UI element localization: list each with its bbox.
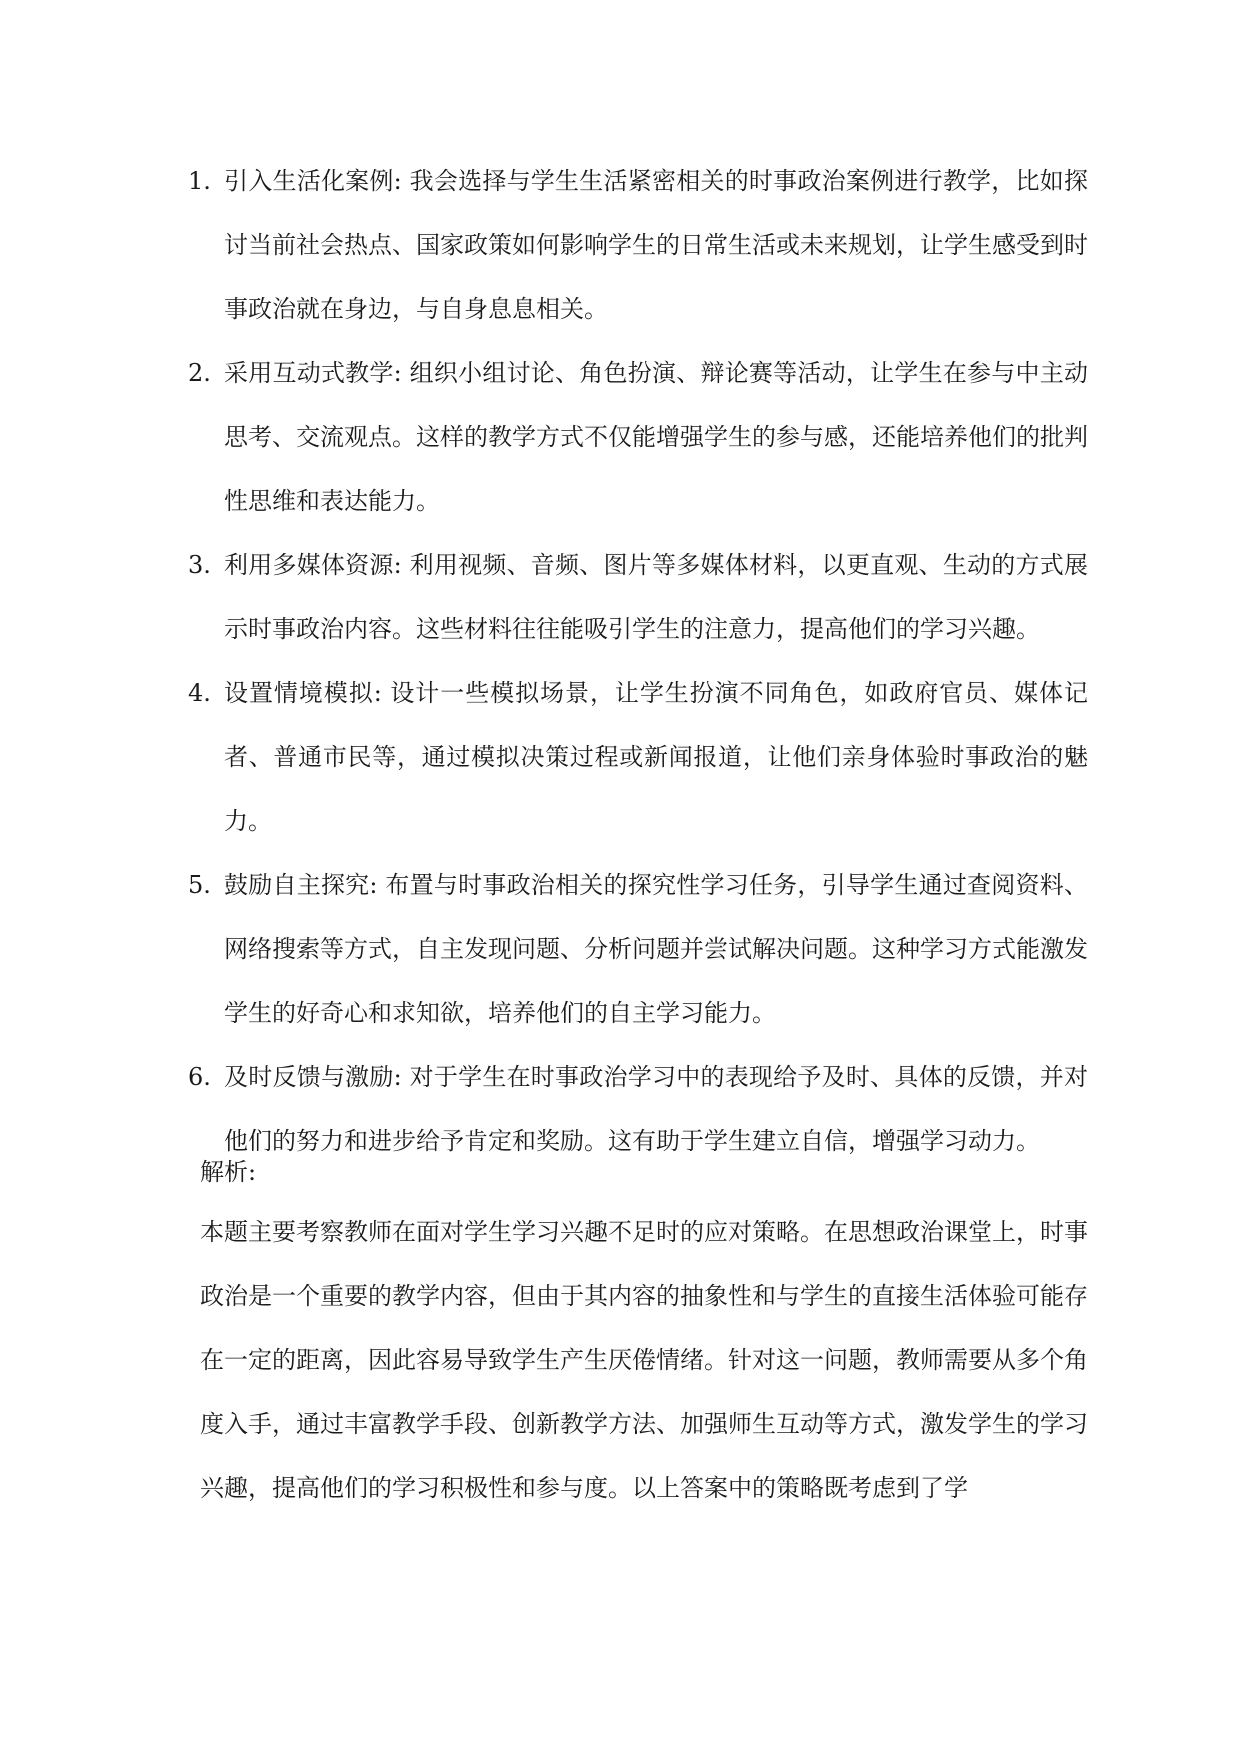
- list-item: [188, 853, 1088, 1045]
- item-number: 6.: [188, 1063, 211, 1091]
- item-title: 鼓励自主探究:: [224, 871, 378, 899]
- analysis-label: 解析:: [200, 1158, 257, 1186]
- item-body: 设计一些模拟场景，让学生扮演不同角色，如政府官员、媒体记者、普通市民等，通过模拟决策过程或新闻报道，让他们亲身体验时事政治的魅力。: [224, 679, 1088, 835]
- list-item: [188, 149, 1088, 341]
- item-title: 及时反馈与激励:: [224, 1063, 402, 1091]
- item-title: 设置情境模拟:: [224, 679, 382, 707]
- item-title: 采用互动式教学:: [224, 359, 402, 387]
- item-title: 引入生活化案例:: [224, 167, 402, 195]
- item-body: 利用视频、音频、图片等多媒体材料，以更直观、生动的方式展示时事政治内容。这些材料往往能吸引学生的注意力，提高他们的学习兴趣。: [224, 551, 1088, 643]
- list-item: [188, 533, 1088, 661]
- strategy-list: [188, 149, 1088, 1173]
- item-number: 3.: [188, 551, 211, 579]
- analysis-section: [200, 1148, 1088, 1520]
- list-item: [188, 341, 1088, 533]
- analysis-text: 本题主要考察教师在面对学生学习兴趣不足时的应对策略。在思想政治课堂上，时事政治是一个重要的教学内容，但由于其内容的抽象性和与学生的直接生活体验可能存在一定的距离，因此容易导致学生产生厌倦情绪。针对这一问题，教师需要从多个角度入手，通过丰富教学手段、创新教学方法、加强师生互动等方式，激发学生的学习兴趣，提高他们的学习积极性和参与度。以上答案中的策略既考虑到了学: [200, 1218, 1088, 1502]
- item-number: 4.: [188, 679, 211, 707]
- item-body: 对于学生在时事政治学习中的表现给予及时、具体的反馈，并对他们的努力和进步给予肯定和奖励。这有助于学生建立自信，增强学习动力。: [224, 1063, 1088, 1155]
- item-title: 利用多媒体资源:: [224, 551, 402, 579]
- item-number: 5.: [188, 871, 211, 899]
- item-number: 1.: [188, 167, 211, 195]
- item-body: 组织小组讨论、角色扮演、辩论赛等活动，让学生在参与中主动思考、交流观点。这样的教学方式不仅能增强学生的参与感，还能培养他们的批判性思维和表达能力。: [224, 359, 1088, 515]
- item-body: 布置与时事政治相关的探究性学习任务，引导学生通过查阅资料、网络搜索等方式，自主发现问题、分析问题并尝试解决问题。这种学习方式能激发学生的好奇心和求知欲，培养他们的自主学习能力。: [224, 871, 1089, 1027]
- item-body: 我会选择与学生生活紧密相关的时事政治案例进行教学，比如探讨当前社会热点、国家政策如何影响学生的日常生活或未来规划，让学生感受到时事政治就在身边，与自身息息相关。: [224, 167, 1088, 323]
- item-number: 2.: [188, 359, 211, 387]
- list-item: [188, 661, 1088, 853]
